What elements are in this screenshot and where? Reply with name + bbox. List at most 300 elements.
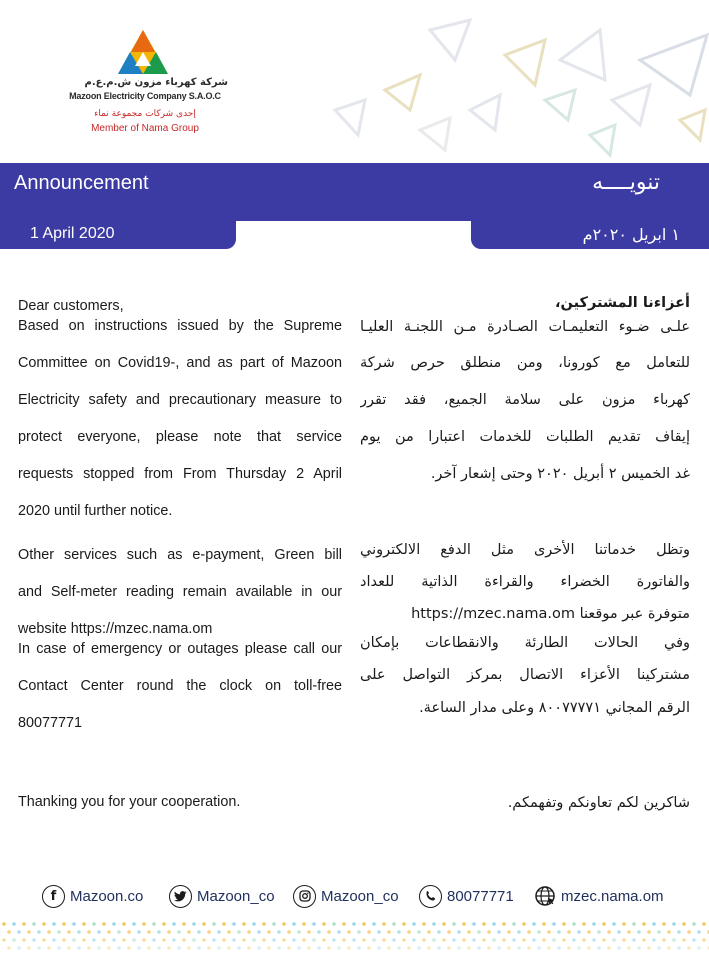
decor-dot xyxy=(422,938,426,942)
phone-link[interactable] xyxy=(419,878,514,914)
decor-dot xyxy=(62,922,66,926)
text-line: وتظل خدماتنا الأخرى مثل الدفع الالكتروني xyxy=(360,542,690,558)
globe-icon xyxy=(533,885,556,908)
decor-dot xyxy=(187,930,191,934)
decor-dot xyxy=(692,938,696,942)
instagram-link[interactable] xyxy=(293,878,399,914)
decor-dot xyxy=(627,946,631,950)
website-link[interactable] xyxy=(533,878,664,914)
decor-dot xyxy=(47,930,51,934)
decor-dot xyxy=(397,946,401,950)
text-line: غد الخميس ٢ أبريل ٢٠٢٠ وحتى إشعار آخر. xyxy=(430,466,690,482)
text-line: Contact Center round the clock on toll-free xyxy=(18,678,342,694)
decor-dot xyxy=(317,930,321,934)
decor-dot xyxy=(402,922,406,926)
decor-dot xyxy=(2,938,6,942)
decor-dot xyxy=(22,922,26,926)
decor-dot xyxy=(672,922,676,926)
decor-dot xyxy=(592,938,596,942)
decor-dot xyxy=(372,938,376,942)
decor-dot xyxy=(107,930,111,934)
decor-dot xyxy=(542,922,546,926)
english-block-2 xyxy=(18,545,342,750)
decor-dot xyxy=(117,930,121,934)
decor-dot xyxy=(622,922,626,926)
decor-dot xyxy=(122,922,126,926)
thanks-english: Thanking you for your cooperation. xyxy=(18,794,241,810)
decor-dot xyxy=(122,938,126,942)
decor-dot xyxy=(562,938,566,942)
decor-dot xyxy=(492,922,496,926)
decor-dot xyxy=(667,946,671,950)
decor-dot xyxy=(392,938,396,942)
decor-dot xyxy=(242,922,246,926)
decor-dot xyxy=(247,930,251,934)
decor-dot xyxy=(312,922,316,926)
decor-dot xyxy=(302,922,306,926)
decor-dot xyxy=(457,930,461,934)
decor-dot xyxy=(697,946,701,950)
decor-dot xyxy=(257,930,261,934)
arabic-greeting: أعزاءنا المشتركين، xyxy=(555,295,690,311)
decor-dot xyxy=(267,946,271,950)
decor-dot xyxy=(552,938,556,942)
decor-dot xyxy=(252,922,256,926)
decor-dot xyxy=(7,930,11,934)
decor-dot xyxy=(167,930,171,934)
decor-dot xyxy=(562,922,566,926)
decor-dot xyxy=(72,922,76,926)
decor-dot xyxy=(97,946,101,950)
decor-dot xyxy=(327,946,331,950)
logo-group-english: Member of Nama Group xyxy=(91,123,199,134)
decor-dot xyxy=(452,938,456,942)
decor-dot xyxy=(532,922,536,926)
decor-dot xyxy=(47,946,51,950)
decor-dot xyxy=(472,922,476,926)
decor-dot xyxy=(132,922,136,926)
decor-dot xyxy=(492,938,496,942)
decor-dot xyxy=(57,946,61,950)
decor-dot xyxy=(572,922,576,926)
decor-dot xyxy=(382,938,386,942)
decor-dot xyxy=(402,938,406,942)
decor-dot xyxy=(537,946,541,950)
decor-dot xyxy=(532,938,536,942)
english-thanks-block xyxy=(18,792,342,829)
decorative-dots xyxy=(0,920,709,956)
decor-dot xyxy=(582,938,586,942)
text-line: protect everyone, please note that service xyxy=(18,429,342,445)
decor-dot xyxy=(302,938,306,942)
decor-dot xyxy=(72,938,76,942)
decor-dot xyxy=(307,930,311,934)
decor-dot xyxy=(322,922,326,926)
decor-dot xyxy=(177,930,181,934)
decor-dot xyxy=(172,938,176,942)
decor-dot xyxy=(622,938,626,942)
decor-dot xyxy=(22,938,26,942)
website-url: mzec.nama.om xyxy=(561,887,664,905)
text-line: In case of emergency or outages please call our xyxy=(18,641,342,657)
decor-dot xyxy=(637,946,641,950)
text-line: Based on instructions issued by the Supreme xyxy=(18,318,342,334)
decor-dot xyxy=(437,946,441,950)
decor-dot xyxy=(277,946,281,950)
decor-dot xyxy=(442,938,446,942)
decor-dot xyxy=(212,922,216,926)
decor-dot xyxy=(537,930,541,934)
decor-dot xyxy=(362,922,366,926)
decor-dot xyxy=(517,946,521,950)
decor-dot xyxy=(102,922,106,926)
decor-dot xyxy=(27,930,31,934)
decor-dot xyxy=(277,930,281,934)
text-line: requests stopped from From Thursday 2 April xyxy=(18,466,342,482)
decor-dot xyxy=(517,930,521,934)
decor-dot xyxy=(572,938,576,942)
decor-dot xyxy=(657,946,661,950)
decor-dot xyxy=(657,930,661,934)
text-line: إيقاف تقديم الطلبات للخدمات اعتبارا من يوم xyxy=(360,429,690,445)
decor-dot xyxy=(677,930,681,934)
decor-dot xyxy=(332,938,336,942)
instagram-handle: Mazoon_co xyxy=(321,887,399,905)
decor-dot xyxy=(342,938,346,942)
logo-group-arabic: إحدى شركات مجموعة نماء xyxy=(94,109,196,119)
decor-dot xyxy=(392,922,396,926)
decor-dot xyxy=(652,922,656,926)
title-arabic: تنويــــه xyxy=(592,170,660,195)
decor-dot xyxy=(677,946,681,950)
decor-dot xyxy=(87,930,91,934)
decor-dot xyxy=(257,946,261,950)
arabic-block-2 xyxy=(360,537,690,727)
decor-dot xyxy=(32,938,36,942)
decor-dot xyxy=(157,930,161,934)
text-line: للتعامل مع كورونا، ومن منطلق حرص شركة xyxy=(360,355,690,371)
decor-dot xyxy=(672,938,676,942)
decor-dot xyxy=(542,938,546,942)
decor-dot xyxy=(287,946,291,950)
decor-dot xyxy=(182,922,186,926)
facebook-link[interactable] xyxy=(42,878,143,914)
decor-dot xyxy=(427,930,431,934)
decor-dot xyxy=(382,922,386,926)
decor-dot xyxy=(127,946,131,950)
decor-dot xyxy=(252,938,256,942)
decor-dot xyxy=(407,930,411,934)
decor-dot xyxy=(377,946,381,950)
decor-dot xyxy=(692,922,696,926)
decor-dot xyxy=(367,946,371,950)
decor-dot xyxy=(647,930,651,934)
decor-dot xyxy=(337,930,341,934)
date-english: 1 April 2020 xyxy=(30,225,115,242)
decor-dot xyxy=(507,946,511,950)
facebook-icon: f xyxy=(42,885,65,908)
decor-dot xyxy=(357,946,361,950)
decor-dot xyxy=(217,930,221,934)
decor-dot xyxy=(92,922,96,926)
footer-contacts xyxy=(0,878,709,914)
decor-dot xyxy=(457,946,461,950)
decor-dot xyxy=(197,930,201,934)
decor-dot xyxy=(262,938,266,942)
decor-dot xyxy=(462,938,466,942)
decor-dot xyxy=(132,938,136,942)
text-line: كهرباء مزون على سلامة الجميع، فقد تقرر xyxy=(360,392,690,408)
decor-dot xyxy=(522,938,526,942)
decor-dot xyxy=(587,946,591,950)
decor-dot xyxy=(182,938,186,942)
decor-dot xyxy=(327,930,331,934)
text-line: والفاتورة الخضراء والقراءة الذاتية للعداد xyxy=(360,574,690,590)
decor-dot xyxy=(297,946,301,950)
decor-dot xyxy=(412,938,416,942)
decor-dot xyxy=(292,938,296,942)
decor-dot xyxy=(187,946,191,950)
decor-dot xyxy=(482,922,486,926)
decor-dot xyxy=(432,922,436,926)
decor-dot xyxy=(52,938,56,942)
decor-dot xyxy=(632,922,636,926)
decor-dot xyxy=(82,938,86,942)
decor-dot xyxy=(322,938,326,942)
decor-dot xyxy=(702,922,706,926)
decor-dot xyxy=(177,946,181,950)
decor-dot xyxy=(57,930,61,934)
decor-dot xyxy=(237,930,241,934)
decor-dot xyxy=(2,922,6,926)
decor-dot xyxy=(242,938,246,942)
decor-dot xyxy=(307,946,311,950)
decor-dot xyxy=(652,938,656,942)
decor-dot xyxy=(92,938,96,942)
decor-dot xyxy=(267,930,271,934)
decor-dot xyxy=(502,938,506,942)
decor-dot xyxy=(682,938,686,942)
decor-dot xyxy=(112,938,116,942)
decor-dot xyxy=(272,922,276,926)
decor-dot xyxy=(607,930,611,934)
decor-dot xyxy=(617,930,621,934)
decor-dot xyxy=(62,938,66,942)
decor-dot xyxy=(597,930,601,934)
text-line: الرقم المجاني ٨٠٠٧٧٧٧١ وعلى مدار الساعة. xyxy=(419,700,690,716)
twitter-link[interactable] xyxy=(169,878,275,914)
decor-dot xyxy=(557,930,561,934)
text-line: وفي الحالات الطارئة والانقطاعات بإمكان xyxy=(360,635,690,651)
decor-dot xyxy=(442,922,446,926)
decor-dot xyxy=(597,946,601,950)
decor-dot xyxy=(142,938,146,942)
decor-dot xyxy=(422,922,426,926)
decor-dot xyxy=(547,930,551,934)
decor-dot xyxy=(647,946,651,950)
text-line: Electricity safety and precautionary measure to xyxy=(18,392,342,408)
decor-dot xyxy=(312,938,316,942)
decor-dot xyxy=(77,930,81,934)
decor-dot xyxy=(662,938,666,942)
decor-dot xyxy=(42,938,46,942)
decor-dot xyxy=(452,922,456,926)
title-english: Announcement xyxy=(14,172,149,194)
twitter-icon xyxy=(169,885,192,908)
decor-dot xyxy=(362,938,366,942)
logo-arabic-name: شركة كهرباء مزون ش.م.ع.م xyxy=(84,77,228,88)
decor-dot xyxy=(167,946,171,950)
decor-dot xyxy=(52,922,56,926)
twitter-handle: Mazoon_co xyxy=(197,887,275,905)
decor-dot xyxy=(507,930,511,934)
decor-dot xyxy=(197,946,201,950)
decor-dot xyxy=(42,922,46,926)
instagram-icon xyxy=(293,885,316,908)
logo-english-name: Mazoon Electricity Company S.A.O.C xyxy=(69,91,221,101)
decor-dot xyxy=(152,938,156,942)
decor-dot xyxy=(317,946,321,950)
decor-dot xyxy=(497,946,501,950)
decor-dot xyxy=(667,930,671,934)
decor-dot xyxy=(467,946,471,950)
decor-dot xyxy=(682,922,686,926)
decor-dot xyxy=(207,946,211,950)
decor-dot xyxy=(347,930,351,934)
text-line: Other services such as e-payment, Green bill xyxy=(18,547,342,563)
decor-dot xyxy=(617,946,621,950)
decor-dot xyxy=(387,946,391,950)
decor-dot xyxy=(282,938,286,942)
decor-dot xyxy=(387,930,391,934)
decor-dot xyxy=(487,930,491,934)
decor-dot xyxy=(512,938,516,942)
decor-dot xyxy=(172,922,176,926)
decor-dot xyxy=(97,930,101,934)
decor-dot xyxy=(107,946,111,950)
decor-dot xyxy=(417,930,421,934)
decor-dot xyxy=(162,922,166,926)
decor-dot xyxy=(437,930,441,934)
decor-dot xyxy=(237,946,241,950)
decor-dot xyxy=(37,946,41,950)
decor-dot xyxy=(577,946,581,950)
decor-dot xyxy=(522,922,526,926)
decor-dot xyxy=(417,946,421,950)
decor-dot xyxy=(447,946,451,950)
decor-dot xyxy=(222,938,226,942)
decor-dot xyxy=(147,930,151,934)
decor-dot xyxy=(272,938,276,942)
text-line: 2020 until further notice. xyxy=(18,503,173,519)
text-line: and Self-meter reading remain available in our xyxy=(18,584,342,600)
phone-icon xyxy=(419,885,442,908)
decor-dot xyxy=(432,938,436,942)
decor-dot xyxy=(7,946,11,950)
decor-dot xyxy=(82,922,86,926)
decor-dot xyxy=(627,930,631,934)
date-arabic: ١ ابريل ٢٠٢٠م xyxy=(582,225,680,244)
decor-dot xyxy=(632,938,636,942)
decor-dot xyxy=(342,922,346,926)
decor-dot xyxy=(612,938,616,942)
decor-dot xyxy=(602,922,606,926)
decor-dot xyxy=(477,946,481,950)
decor-dot xyxy=(207,930,211,934)
decor-dot xyxy=(637,930,641,934)
decor-dot xyxy=(137,946,141,950)
arabic-thanks-block xyxy=(360,790,690,820)
decor-dot xyxy=(77,946,81,950)
text-line: website https://mzec.nama.om xyxy=(18,621,213,637)
decor-dot xyxy=(487,946,491,950)
decor-dot xyxy=(427,946,431,950)
decor-dot xyxy=(662,922,666,926)
decor-dot xyxy=(527,930,531,934)
decor-dot xyxy=(227,930,231,934)
decor-dot xyxy=(592,922,596,926)
decor-dot xyxy=(37,930,41,934)
decor-dot xyxy=(397,930,401,934)
decor-dot xyxy=(347,946,351,950)
decor-dot xyxy=(482,938,486,942)
thanks-arabic: شاكرين لكم تعاونكم وتفهمكم. xyxy=(507,795,690,811)
facebook-handle: Mazoon.co xyxy=(70,887,144,905)
decor-dot xyxy=(337,946,341,950)
decor-dot xyxy=(262,922,266,926)
decor-dot xyxy=(557,946,561,950)
decor-dot xyxy=(247,946,251,950)
decor-dot xyxy=(147,946,151,950)
decor-dot xyxy=(32,922,36,926)
decor-dot xyxy=(527,946,531,950)
text-line: متوفرة عبر موقعنا https://mzec.nama.om xyxy=(411,606,690,622)
decor-dot xyxy=(552,922,556,926)
text-line: Committee on Covid19-, and as part of Mazoon xyxy=(18,355,342,371)
decor-dot xyxy=(367,930,371,934)
decor-dot xyxy=(27,946,31,950)
decor-dot xyxy=(67,930,71,934)
decor-dot xyxy=(192,922,196,926)
decor-dot xyxy=(547,946,551,950)
decor-dot xyxy=(472,938,476,942)
decor-dot xyxy=(87,946,91,950)
text-line: مشتركينا الأعزاء الاتصال بمركز التواصل على xyxy=(360,667,690,683)
decor-dot xyxy=(642,922,646,926)
decor-dot xyxy=(567,946,571,950)
decor-dot xyxy=(222,922,226,926)
decor-dot xyxy=(352,922,356,926)
arabic-block-1 xyxy=(360,290,690,498)
decor-dot xyxy=(117,946,121,950)
decor-dot xyxy=(202,922,206,926)
decor-dot xyxy=(642,938,646,942)
decor-dot xyxy=(602,938,606,942)
decor-dot xyxy=(202,938,206,942)
decor-dot xyxy=(407,946,411,950)
decor-dot xyxy=(612,922,616,926)
decor-dot xyxy=(212,938,216,942)
decor-dot xyxy=(292,922,296,926)
decor-dot xyxy=(17,946,21,950)
decor-dot xyxy=(477,930,481,934)
english-block-1 xyxy=(18,296,342,538)
decor-dot xyxy=(577,930,581,934)
decor-dot xyxy=(697,930,701,934)
phone-number: 80077771 xyxy=(447,887,514,905)
decor-dot xyxy=(297,930,301,934)
decor-dot xyxy=(502,922,506,926)
